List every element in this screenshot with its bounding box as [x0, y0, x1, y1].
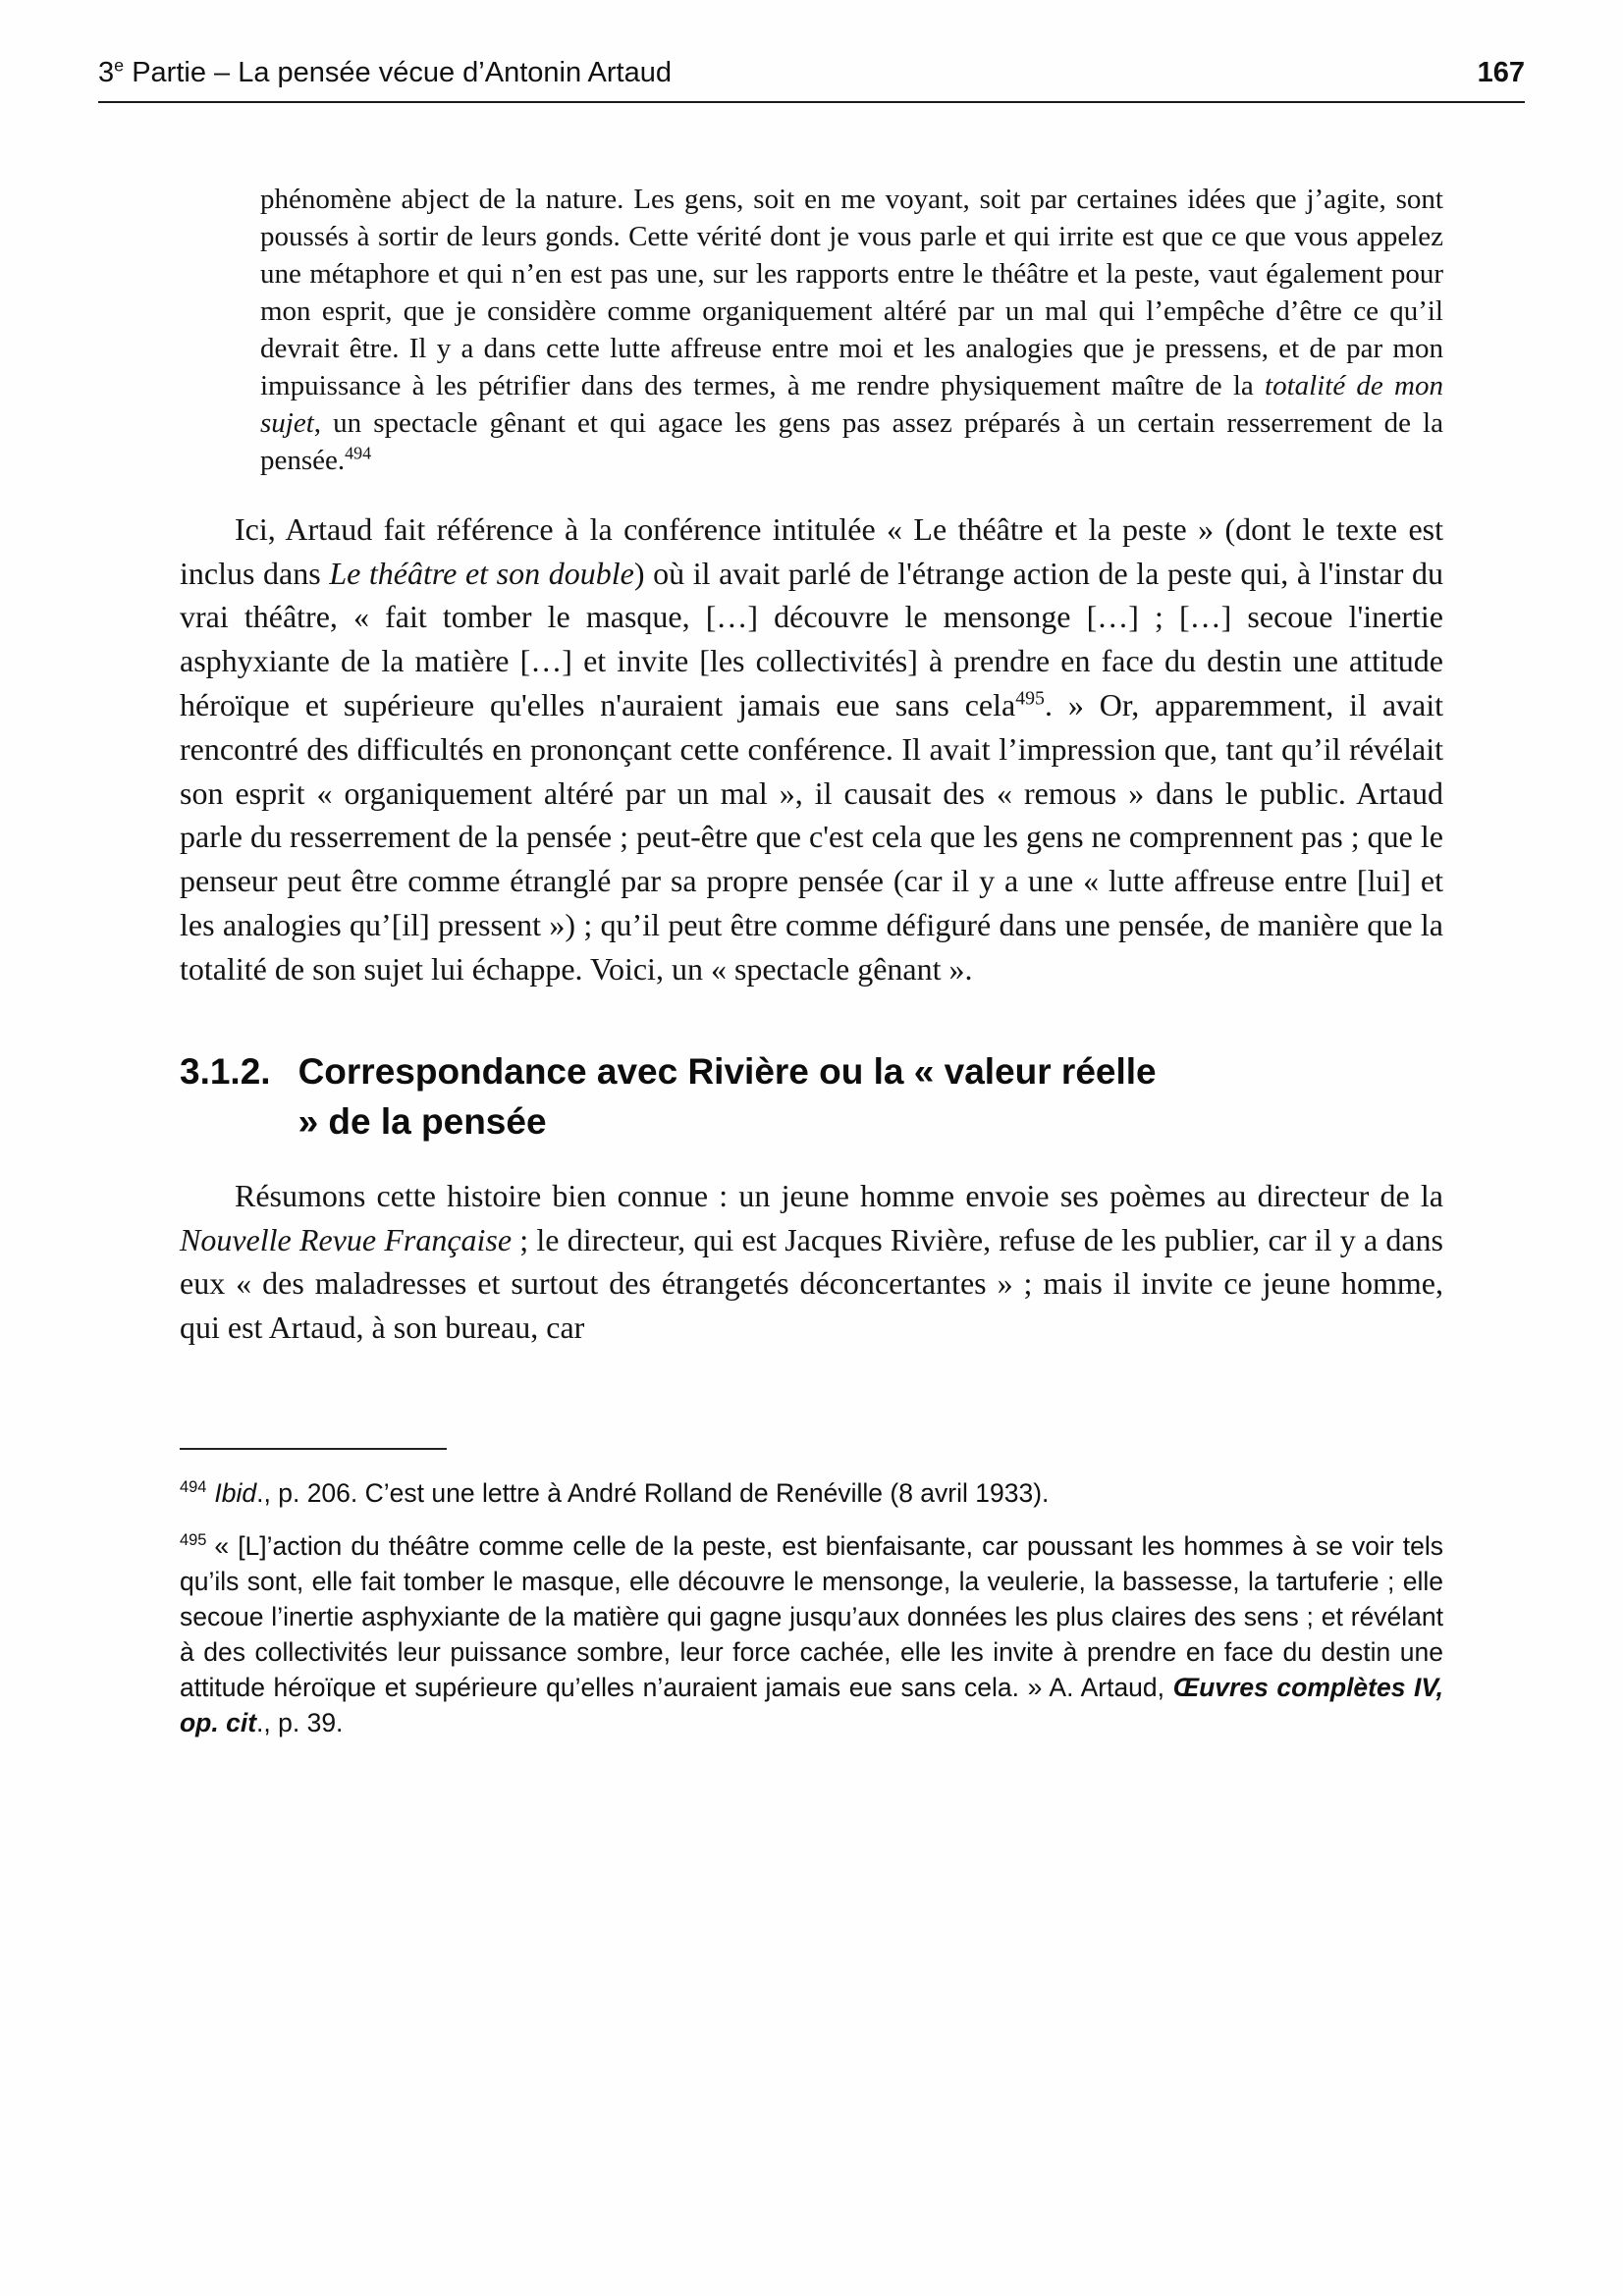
footnote-494-number: 494 [180, 1478, 207, 1497]
paragraph-1-text: Ici, Artaud fait référence à la conférence intitulée « Le théâtre et la peste » (dont le texte est inclus dans [180, 510, 1443, 591]
footnotes-section [180, 1448, 1443, 1740]
page-content [180, 182, 1443, 1740]
section-title: Correspondance avec Rivière ou la « valeur réelle » de la pensée [298, 1050, 1157, 1142]
quote-text-end: , un spectacle gênant et qui agace les gens pas assez préparés à un certain resserrement de la pensée. [260, 406, 1443, 476]
footnote-495-text-end: ., p. 39. [256, 1708, 344, 1738]
section-heading-3-1-2 [180, 1046, 1443, 1147]
paragraph-1-text-continued: ) où il avait parlé de l'étrange action de la peste qui, à l'instar du vrai théâtre, « fait tomber le masque, […] découvre le mensonge […] ; […] secoue l'inertie asphyxiante de la matière […] et invite [les collectivités] à prendre en face du destin une attitude héroïque et supérieure qu'elles n'auraient jamais eue sans cela [180, 555, 1444, 723]
part-title: Partie – La pensée vécue d’Antonin Artaud [124, 57, 672, 88]
body-paragraph-2 [180, 1174, 1443, 1350]
running-header-title [98, 57, 672, 89]
running-header [98, 57, 1525, 103]
quote-italic-phrase: totalité de mon sujet [260, 369, 1443, 439]
paragraph-2-text: Résumons cette histoire bien connue : un jeune homme envoie ses poèmes au directeur de la [235, 1177, 1443, 1213]
footnote-495-work-title: Œuvres complètes IV, op. cit [180, 1673, 1444, 1738]
body-paragraph-1 [180, 507, 1443, 991]
footnote-495 [180, 1528, 1443, 1740]
quote-text: phénomène abject de la nature. Les gens, soit en me voyant, soit par certaines idées que j’agite, sont poussés à sortir de leurs gonds. Cette vérité dont je vous parle et qui irrite est que ce que vous appelez une métaphore et qui n’en est pas une, sur les rapports entre le théâtre et la peste, vaut également pour mon esprit, que je considère comme organiquement altéré par un mal qui l’empêche d’être ce qu’il devrait être. Il y a dans cette lutte affreuse entre moi et les analogies que je pressens, et de par mon impuissance à les pétrifier dans des termes, à me rendre physiquement maître de la [260, 184, 1443, 401]
footnote-495-text: « [L]’action du théâtre comme celle de la peste, est bienfaisante, car poussant les hommes à se voir tels qu’ils sont, elle fait tomber le masque, elle découvre le mensonge, la veulerie, la bassesse, la tartuferie ; elle secoue l’inertie asphyxiante de la matière qui gagne jusqu’aux données les plus claires des sens ; et révélant à des collectivités leur puissance sombre, leur force cachée, elle les invite à prendre en face du destin une attitude héroïque et supérieure qu’elles n’auraient jamais eue sans cela. » A. Artaud, [180, 1530, 1443, 1703]
block-quote [260, 182, 1443, 480]
footnote-495-number: 495 [180, 1531, 207, 1550]
part-number-superscript: e [114, 55, 125, 76]
footnote-494-text: ., p. 206. C’est une lettre à André Rolland de Renéville (8 avril 1933). [256, 1477, 1050, 1508]
page-number: 167 [1477, 57, 1525, 88]
journal-title-nouvelle-revue-francaise: Nouvelle Revue Française [180, 1221, 513, 1257]
footnote-separator-rule [180, 1448, 447, 1450]
paragraph-1-text-end: . » Or, apparemment, il avait rencontré des difficultés en prononçant cette conférence. Il avait l’impression que, tant qu’il révélait son esprit « organiquement altéré par un mal », il causait des « remous » dans le public. Artaud parle du resserrement de la pensée ; peut-être que c'est cela que les gens ne comprennent pas ; que le penseur peut être comme étranglé par sa propre pensée (car il y a une « lutte affreuse entre [lui] et les analogies qu’[il] pressent ») ; qu’il peut être comme défiguré dans une pensée, de manière que la totalité de son sujet lui échappe. Voici, un « spectacle gênant ». [180, 687, 1443, 987]
footnote-reference-495: 495 [1015, 687, 1045, 710]
footnote-494-ibid: Ibid [214, 1477, 257, 1508]
footnote-494 [180, 1475, 1443, 1511]
section-number: 3.1.2. [180, 1050, 271, 1092]
footnote-reference-494: 494 [345, 443, 372, 463]
paragraph-2-text-end: ; le directeur, qui est Jacques Rivière, refuse de les publier, car il y a dans eux « des maladresses et surtout des étrangetés déconcertantes » ; mais il invite ce jeune homme, qui est Artaud, à son bureau, car [180, 1221, 1444, 1346]
part-number: 3 [98, 57, 115, 88]
book-title-le-theatre-et-son-double: Le théâtre et son double [329, 555, 634, 591]
